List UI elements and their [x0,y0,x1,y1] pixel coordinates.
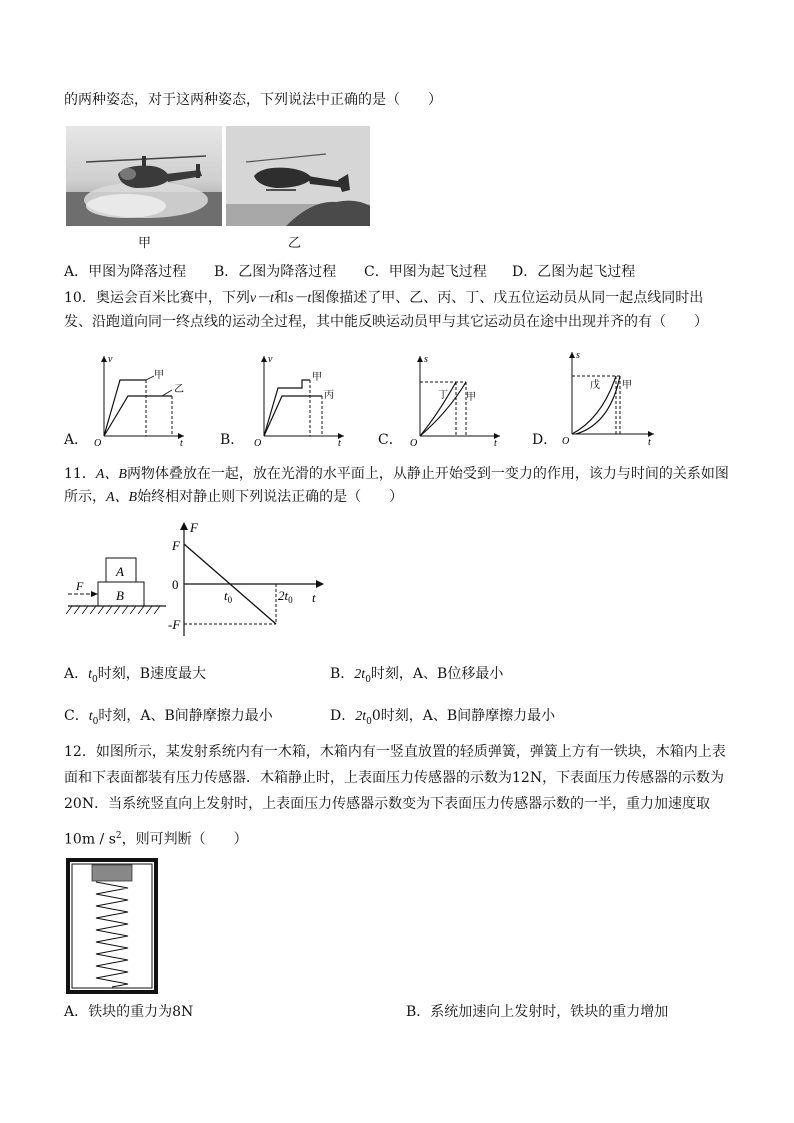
q10-graph-c [408,352,504,446]
graph-b-x-label: t [338,438,341,446]
caption-jia: 甲 [138,236,152,251]
q10-stem-line1: 10．奥运会百米比赛中，下列v－t和s－t图像描述了甲、乙、丙、丁、戊五位运动员从同一起点线同时出 [64,290,704,306]
graph-d-origin: O [562,436,570,446]
graph-c-x-label: t [494,438,497,446]
block-a-label: A [116,564,124,579]
q10-graph-d [560,348,660,446]
q11-option-c[interactable]: C．$t_0$时刻，A、B间静摩擦力最小 [64,708,273,727]
graph-a-x-label: t [180,438,183,446]
q10-graph-b [252,352,348,446]
q12-stem-line2: 面和下表面都装有压力传感器．木箱静止时，上表面压力传感器的示数为12N，下表面压力传感器的示数为 [64,770,725,786]
q12-option-a[interactable]: A．铁块的重力为8N [64,1004,194,1020]
graph-a-curve-jia: 甲 [154,370,164,381]
q9-option-c[interactable]: C．甲图为起飞过程 [364,264,487,280]
q11-option-a[interactable]: A．$t_0$时刻，B速度最大 [64,666,207,685]
force-label: F [76,579,84,593]
two-t0-label: $2t_0$ [278,588,293,605]
helicopter-photo-yi [226,126,370,226]
graph-a-y-label: v [108,354,113,365]
q11-force-time-graph [166,518,330,642]
origin-zero-label: 0 [172,577,179,592]
block-b-label: B [116,588,124,603]
q12-option-b[interactable]: B．系统加速向上发射时，铁块的重力增加 [406,1004,669,1020]
graph-c-curve-ding: 丁 [438,390,448,401]
q11-option-d[interactable]: D．$2t_00$时刻，A、B间静摩擦力最小 [330,708,556,727]
q10-stem-line2: 发、沿跑道向同一终点线的运动全过程，其中能反映运动员甲与其它运动员在途中出现并齐的有（ ） [64,314,708,330]
graph-d-curve-wu: 戊 [590,380,600,391]
q12-spring-box-figure [66,858,158,994]
graph-x-label: t [312,590,316,605]
q10-option-a[interactable]: A． [64,432,89,448]
q10-option-d[interactable]: D． [532,432,558,448]
graph-a-curve-yi: 乙 [174,384,184,395]
graph-a-origin: O [94,438,102,446]
q9-option-b[interactable]: B．乙图为降落过程 [214,264,337,280]
caption-yi: 乙 [288,236,302,251]
graph-c-y-label: s [424,354,428,365]
graph-c-curve-jia: 甲 [466,392,476,403]
q10-graph-a [92,352,188,446]
graph-c-origin: O [410,438,418,446]
q10-option-b[interactable]: B． [220,432,245,448]
q11-stem-line2: 所示，A、B始终相对静止则下列说法正确的是（ ） [64,489,404,505]
q9-option-d[interactable]: D．乙图为起飞过程 [512,264,636,280]
helicopter-photo-jia [66,126,222,226]
f-negative-label: -F [168,617,181,632]
q12-stem-line3: 20N．当系统竖直向上发射时，上表面压力传感器示数变为下表面压力传感器示数的一半，重力加速度取 [64,796,711,812]
q12-stem-line4: $10m / s^2$，则可判断（ ） [64,831,248,848]
graph-d-x-label: t [648,437,651,446]
graph-d-curve-jia: 甲 [622,380,632,391]
graph-y-label: F [190,520,198,535]
graph-b-y-label: v [268,354,273,365]
graph-d-y-label: s [576,350,580,361]
graph-b-origin: O [254,438,262,446]
graph-b-curve-jia: 甲 [312,372,322,383]
q11-option-b[interactable]: B．$2t_0$时刻，A、B位移最小 [330,666,504,685]
graph-b-curve-bing: 丙 [324,390,334,401]
q11-blocks-figure [62,548,172,620]
q12-stem-line1: 12．如图所示，某发射系统内有一木箱，木箱内有一竖直放置的轻质弹簧，弹簧上方有一铁块，木箱内上表 [64,744,726,760]
t0-label: $t_0$ [224,588,233,605]
f-positive-label: F [172,538,180,553]
q11-stem-line1: 11．A、B两物体叠放在一起，放在光滑的水平面上，从静止开始受到一变力的作用，该力与时间的关系如图 [64,466,729,482]
q9-option-a[interactable]: A．甲图为降落过程 [64,264,187,280]
q9-stem: 的两种姿态，对于这两种姿态，下列说法中正确的是（ ） [64,92,442,108]
q10-option-c[interactable]: C． [378,432,403,448]
